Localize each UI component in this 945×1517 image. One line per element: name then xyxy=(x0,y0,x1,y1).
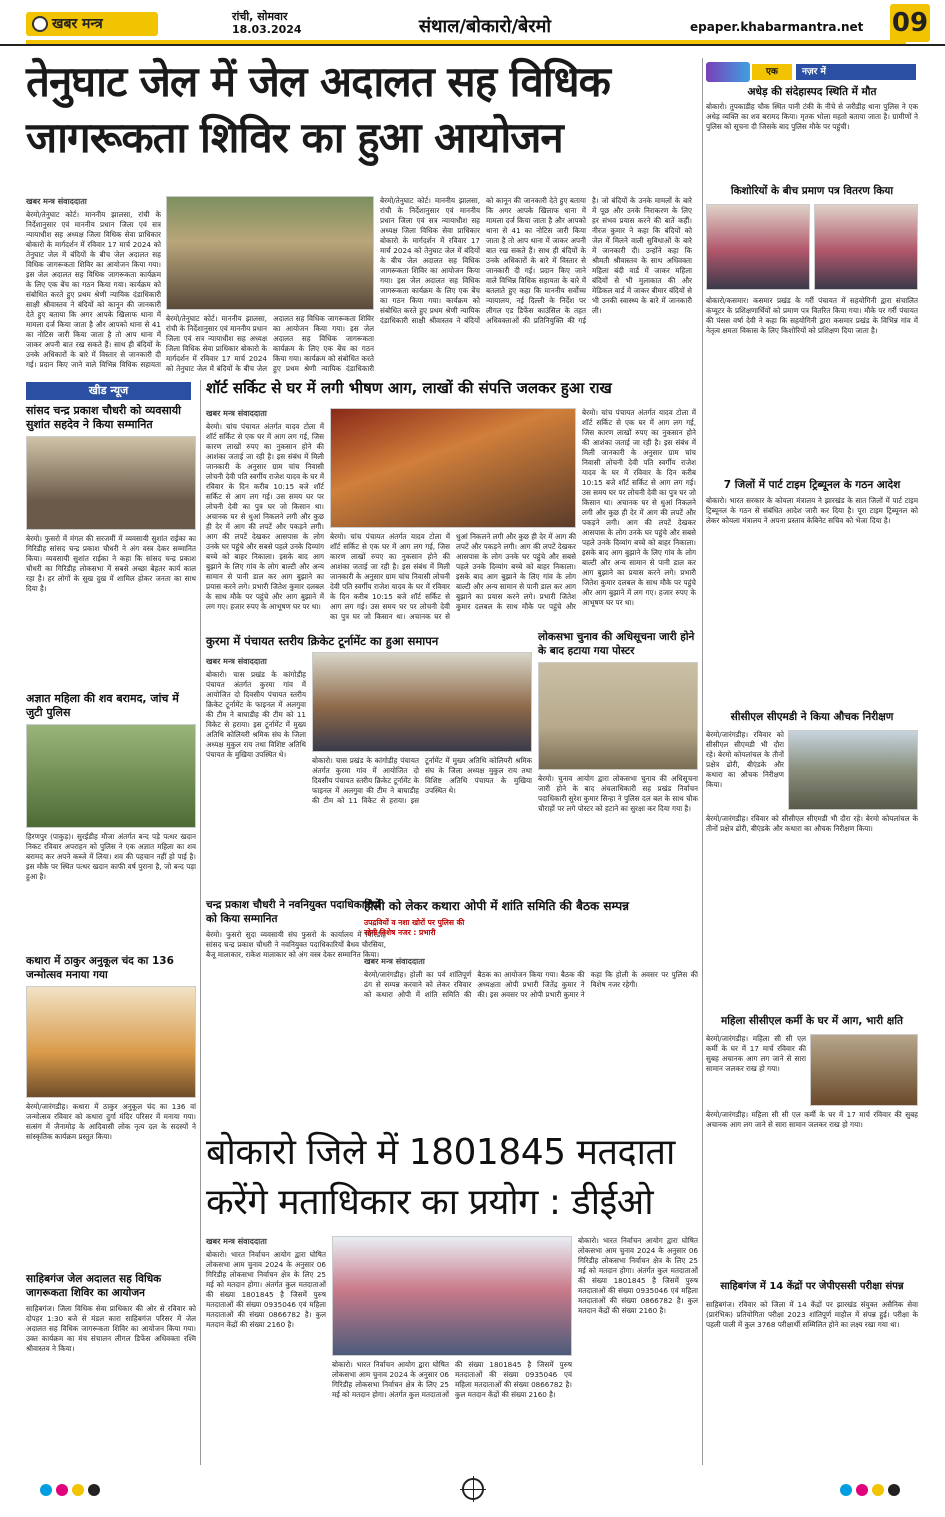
holi-byline: खबर मन्त्र संवाददाता xyxy=(364,957,425,966)
lead-story-col3 xyxy=(380,196,692,374)
lead-text-1: बेरमो/तेनुघाट कोर्ट। माननीय झालसा, रांची के निर्देशानुसार एवं माननीय प्रधान जिला एवं सत्र न्यायाधीश सह अध्यक्ष जिला विधिक सेवा प्राधिकार बोकारो के मार्गदर्शन में रविवार 17 मार्च 2024 को तेनुघाट जेल में बंदियों के बीच जेल अदालत सह विधिक जागरूकता शिविर का आयोजन किया गया। इस जेल अदालत सह विधिक जागरूकता कार्यक्रम के लिए एक बेंच का गठन किया गया। कार्यक्रम को संबोधित करते हुए प्रथम श्रेणी न्यायिक दंडाधिकारी साक्षी श्रीवास्तव ने बंदियों को कानून की जानकारी देते हुए बताया कि अगर आपके खिलाफ थाना में मामला दर्ज किया जाता है और आपको थाना से 41 का नोटिस जारी किया जाता है तो आप थाना में जाकर अपनी बात रख सकते हैं। साथ ही बंदियों के उनके अधिकारों के बारे में विस्तार से जानकारी दी गई। प्रदान किए जाने वाले विभिन्न विधिक सहायता xyxy=(26,210,161,369)
woman-house-text-1: बेरमो/जारंगडीह। महिला सी सी एल कर्मी के घर में 17 मार्च रविवार की सुबह अचानक आग लग जाने से सारा सामान जलकर राख हो गया। xyxy=(706,1034,806,1073)
body-found-headline: अज्ञात महिला की शव बरामद, जांच में जुटी पुलिस xyxy=(26,692,179,719)
masthead xyxy=(0,0,945,46)
fire-photo xyxy=(330,408,576,528)
woman-house-headline: महिला सीसीएल कर्मी के घर में आग, भारी क्षति xyxy=(720,1015,904,1027)
fire-text-3: बेरमो। चांच पंचायत अंतर्गत यादव टोला में शॉर्ट सर्किट से एक घर में आग लग गई, जिस कारण लाखों रुपए का नुकसान होने की आशंका जताई जा रही है। इस संबंध में मिली जानकारी के अनुसार ग्राम चांच निवासी लोचनी देवी पति स्वर्गीय राजेश यादव के घर में रविवार के दिन करीब 10:15 बजे शॉर्ट सर्किट से आग लग गई। उस समय घर पर लोचनी देवी का पुत्र घर जो किसान था। अचानक घर से धुआं निकलने लगी और कुछ ही देर में आग की लपटें और पकड़ने लगी। आग की लपटें देखकर आसपास के लोग उनके घर पहुंचे और सबसे पहले उनके दिव्यांग बच्चे को बाहर निकाला। इसके बाद आग बुझाने के लिए गांव के लोग बाल्टी और अन्य सामान से पानी डाल कर आग बुझाने का प्रयास करने लगे। प्रभारी जितेश कुमार दलबल के साथ मौके पर पहुंचे और आग बुझाने में लग गए। हजार रुपए के आभूषण घर पर था। xyxy=(582,408,696,607)
poster-text: बेरमो। चुनाव आयोग द्वारा लोकसभा चुनाव की अधिसूचना जारी होने के बाद अंचलाधिकारी सह प्रखंड निर्वाचन पदाधिकारी सुरेश कुमार सिन्हा ने पुलिस दल बल के साथ चौक चौराहों पर लगे पोस्टर को हटाने का सुरक्षा कर दिया गया है। xyxy=(538,774,698,813)
column-rule xyxy=(200,380,201,1465)
tribunal-headline: 7 जिलों में पार्ट टाइम ट्रिब्यूनल के गठन आदेश xyxy=(723,479,901,491)
lead-story-col1 xyxy=(26,196,161,374)
body-found-story xyxy=(26,832,196,944)
tribunal-text: बोकारो। भारत सरकार के कोयला मंत्रालय ने झारखंड के सात जिलों में पार्ट टाइम ट्रिब्यूनल के गठन से संबंधित आदेश जारी कर दिया है। पूरा टाइम ट्रिब्यूनल को लेकर कोयला मंत्रालय ने अपना प्रस्ताव केबिनेट सचिव को भेजा दिया है। xyxy=(706,496,918,525)
cricket-byline: खबर मन्त्र संवाददाता xyxy=(206,657,267,666)
saansad-story xyxy=(26,534,196,684)
city-day: रांची, सोमवार xyxy=(232,10,288,23)
ek-nazar-banner xyxy=(706,62,916,82)
tribunal-story xyxy=(706,496,918,702)
body-found-photo xyxy=(26,724,196,828)
brand-icon xyxy=(32,16,48,32)
brand-logo[interactable] xyxy=(26,12,158,36)
saansad-headline: सांसद चन्द्र प्रकाश चौधरी को व्यवसायी सुशांत सहदेव ने किया सम्मानित xyxy=(26,404,181,431)
color-swatch xyxy=(856,1484,868,1496)
nazar-story xyxy=(706,102,918,178)
voters-text-3: बोकारो। भारत निर्वाचन आयोग द्वारा घोषित लोकसभा आम चुनाव 2024 के अनुसार 06 गिरिडीह लोकसभा निर्वाचन क्षेत्र के लिए 25 मई को मतदान होगा। अंतर्गत कुल मतदाताओं की संख्या 1801845 है जिसमें पुरुष मतदाताओं की संख्या 0935046 एवं महिला मतदाताओं की संख्या 0866782 है। कुल मतदान केंद्रों की संख्या 2160 है। xyxy=(578,1236,698,1315)
holi-side-caption: उपद्रवियों व नशा खोरों पर पुलिस की रहेगी विशेष नजर : प्रभारी xyxy=(364,918,465,937)
certificate-photo-2 xyxy=(814,204,918,290)
voters-text-2: बोकारो। भारत निर्वाचन आयोग द्वारा घोषित लोकसभा आम चुनाव 2024 के अनुसार 06 गिरिडीह लोकसभा निर्वाचन क्षेत्र के लिए 25 मई को मतदान होगा। अंतर्गत कुल मतदाताओं की संख्या 1801845 है जिसमें पुरुष मतदाताओं की संख्या 0935046 एवं महिला मतदाताओं की संख्या 0866782 है। कुल मतदान केंद्रों की संख्या 2160 है। xyxy=(332,1360,572,1399)
holi-text: बेरमो/जारंगडीह। होली का पर्व शांतिपूर्ण ढंग से सम्पन्न करवाने को लेकर रविवार को कथारा ओपी में शांति समिति की बैठक का आयोजन किया गया। बैठक की अध्यक्षता ओपी प्रभारी जितेंद्र कुमार ने की। इस अवसर पर ओपी प्रभारी कुमार ने कहा कि होली के अवसर पर पुलिस की विशेष नजर रहेगी। xyxy=(364,970,698,999)
color-swatch xyxy=(56,1484,68,1496)
ccl-text-1: बेरमो/जारंगडीह। रविवार को सीसीएल सीएमडी भी दौरा रहे। बेरमो कोयलांचल के तीनों प्रक्षेत्र ढोरी, बीएंडके और कथारा का औचक निरीक्षण किया। xyxy=(706,730,784,789)
ccl-story-lead xyxy=(706,730,784,810)
cricket-text-2: बोकारो। चास प्रखंड के कांगोडीह पंचायत अंतर्गत कुरमा गांव में आयोजित दो दिवसीय पंचायत स्तरीय क्रिकेट टूर्नामेंट के फाइनल में अलगुवा की टीम ने बाघाडीह की टीम को 11 विकेट से हराया। इस टूर्नामेंट में मुख्य अतिथि कोलियरी श्रमिक संघ के जिला अध्यक्ष मुकुल राय तथा विशिष्ट अतिथि पंचायत के मुखिया उपस्थित थे। xyxy=(312,756,532,805)
cricket-story-col1 xyxy=(206,656,306,892)
exam-headline: साहिबगंज में 14 केंद्रों पर जेपीएससी परीक्षा संपन्न xyxy=(720,1281,904,1292)
ccl-story xyxy=(706,814,918,1008)
sahibganj-jail-headline: साहिबगंज जेल अदालत सह विधिक जागरूकता शिविर का आयोजन xyxy=(26,1273,162,1299)
right-column-rule xyxy=(702,58,703,1465)
exam-story xyxy=(706,1300,918,1464)
fire-story-col1 xyxy=(206,408,324,630)
nazar-text: बोकारो। तुपकाडीह चौक स्थित पानी टंकी के नीचे से जरीडीह थाना पुलिस ने एक अधेड़ व्यक्ति का शव बरामद किया। मृतक भोला महतो बताया जाता है। ग्रामीणों ने पुलिस को सूचना दी जिसके बाद पुलिस मौके पर पहुंची। xyxy=(706,102,918,131)
brand-name: खबर मन्त्र xyxy=(52,16,103,32)
color-swatch xyxy=(40,1484,52,1496)
ccl-photo xyxy=(788,730,918,810)
issue-date: 18.03.2024 xyxy=(232,23,302,36)
certificate-photo-1 xyxy=(706,204,810,290)
poster-story xyxy=(538,774,698,892)
certificate-text: बोकारो/कसमार। कसमार प्रखंड के गर्री पंचायत में सहयोगिनी द्वारा संचालित कंप्यूटर के प्रशिक्षणार्थियों को प्रमाण पत्र वितरित किया गया। मौके पर गर्री पंचायत की पंसस वर्षा देवी ने कहा कि सहयोगिनी द्वारा कसमार प्रखंड के विभिन्न गांव में नेतृत्व क्षमता विकास के लिए किशोरियों को प्रशिक्षण दिया जाता है। xyxy=(706,296,918,335)
padadhikari-headline: चन्द्र प्रकाश चौधरी ने नवनियुक्त पदाधिकारियों को किया सम्मानित xyxy=(206,899,381,925)
saansad-text: बेरमो। फुसरो में मंगल की सरजमीं में व्यवसायी सुशांत राईका का गिरिडीह सांसद चन्द्र प्रकाश चौधरी ने अंग वस्त्र देकर सम्मानित किया। व्यवसायी सुशांत राईका ने कहा कि सांसद चन्द्र प्रकाश चौधरी का गिरिडीह लोकसभा में सबसे अच्छा बेहतर कार्य काल रहा है। हर लोगों के सुख दुख में शामिल होकर जनता का साथ दिया है। xyxy=(26,534,196,593)
padadhikari-story xyxy=(206,930,386,1120)
thakur-text: बेरमो/जारंगडीह। कथारा में ठाकुर अनुकूल चंद का 136 वां जन्मोत्सव रविवार को कथारा दुर्गा मंदिर परिसर में मनाया गया। सत्संग में जैनामोड़ के आदिवासी लोक नृत्य दल के सदस्यों ने सांस्कृतिक कार्यक्रम प्रस्तुत किया। xyxy=(26,1102,196,1141)
thakur-headline: कथारा में ठाकुर अनुकूल चंद का 136 जन्मोत्सव मनाया गया xyxy=(26,955,174,981)
registration-mark-icon xyxy=(462,1478,484,1500)
lead-story-col2 xyxy=(166,314,374,374)
voters-story-col1 xyxy=(206,1236,326,1464)
saansad-photo xyxy=(26,436,196,530)
voters-meeting-photo xyxy=(332,1236,572,1356)
color-swatch xyxy=(888,1484,900,1496)
body-found-text: हिरणपुर (पाकुड़)। सुरईडीह मौजा अंतर्गत बन्द पड़े पत्थर खदान निकट रविवार अपराहन को पुलिस ने एक अज्ञात महिला का शव बरामद कर अपने कब्जे में लिया। शव की पहचान नहीं हो पाई है। इस मौके पर स्थित पत्थर खदान काफी वर्ष पुराना है, जो बन्द पड़ा हुआ है। xyxy=(26,832,196,881)
voters-story-col2 xyxy=(332,1360,572,1464)
padadhikari-text: बेरमो। फुसरो सुदा व्यवसायी संघ फुसरो के कार्यालय में गिरिडीह सांसद चन्द्र प्रकाश चौधरी ने नवनियुक्त पदाधिकारियों बैधव चौरसिया, बैजू मालाकार, राकेश मालाकार को अंग वस्त्र देकर सम्मानित किया। xyxy=(206,930,386,959)
jail-camp-photo xyxy=(166,196,374,310)
woman-house-photo xyxy=(810,1034,918,1106)
poster-headline: लोकसभा चुनाव की अधिसूचना जारी होने के बाद हटाया गया पोस्टर xyxy=(538,631,695,657)
woman-house-story xyxy=(706,1110,918,1274)
cricket-headline: कुरमा में पंचायत स्तरीय क्रिकेट टूर्नामेंट का हुआ समापन xyxy=(206,634,439,648)
nazar-headline: अधेड़ की संदेहास्पद स्थिति में मौत xyxy=(747,86,877,98)
nazar-logo-icon xyxy=(706,62,750,82)
nazar-label-one: एक xyxy=(752,64,792,80)
cricket-text-1: बोकारो। चास प्रखंड के कांगोडीह पंचायत अंतर्गत कुरमा गांव में आयोजित दो दिवसीय पंचायत स्तरीय क्रिकेट टूर्नामेंट के फाइनल में अलगुवा की टीम ने बाघाडीह की टीम को 11 विकेट से हराया। इस टूर्नामेंट में मुख्य अतिथि कोलियरी श्रमिक संघ के जिला अध्यक्ष मुकुल राय तथा विशिष्ट अतिथि पंचायत के मुखिया उपस्थित थे। xyxy=(206,670,306,759)
voters-headline: बोकारो जिले में 1801845 मतदाता करेंगे मताधिकार का प्रयोग : डीईओ xyxy=(206,1132,675,1223)
voters-text-1: बोकारो। भारत निर्वाचन आयोग द्वारा घोषित लोकसभा आम चुनाव 2024 के अनुसार 06 गिरिडीह लोकसभा निर्वाचन क्षेत्र के लिए 25 मई को मतदान होगा। अंतर्गत कुल मतदाताओं की संख्या 1801845 है जिसमें पुरुष मतदाताओं की संख्या 0935046 एवं महिला मतदाताओं की संख्या 0866782 है। कुल मतदान केंद्रों की संख्या 2160 है। xyxy=(206,1250,326,1329)
color-swatch xyxy=(72,1484,84,1496)
fire-story-col3 xyxy=(582,408,696,630)
print-footer xyxy=(0,1470,945,1510)
sahibganj-jail-story xyxy=(26,1304,196,1464)
thakur-story xyxy=(26,1102,196,1264)
fire-text-2: बेरमो। चांच पंचायत अंतर्गत यादव टोला में शॉर्ट सर्किट से एक घर में आग लग गई, जिस कारण लाखों रुपए का नुकसान होने की आशंका जताई जा रही है। इस संबंध में मिली जानकारी के अनुसार ग्राम चांच निवासी लोचनी देवी पति स्वर्गीय राजेश यादव के घर में रविवार के दिन करीब 10:15 बजे शॉर्ट सर्किट से आग लग गई। उस समय घर पर लोचनी देवी का पुत्र घर जो किसान था। अचानक घर से धुआं निकलने लगी और कुछ ही देर में आग की लपटें और पकड़ने लगी। आग की लपटें देखकर आसपास के लोग उनके घर पहुंचे और सबसे पहले उनके दिव्यांग बच्चे को बाहर निकाला। इसके बाद आग बुझाने के लिए गांव के लोग बाल्टी और अन्य सामान से पानी डाल कर आग बुझाने का प्रयास करने लगे। प्रभारी जितेश कुमार दलबल के साथ मौके पर पहुंचे और xyxy=(330,532,576,621)
woman-house-lead xyxy=(706,1034,806,1106)
header-stripe xyxy=(26,40,906,44)
lead-text-3: बेरमो/तेनुघाट कोर्ट। माननीय झालसा, रांची के निर्देशानुसार एवं माननीय प्रधान जिला एवं सत्र न्यायाधीश सह अध्यक्ष जिला विधिक सेवा प्राधिकार बोकारो के मार्गदर्शन में रविवार 17 मार्च 2024 को तेनुघाट जेल में बंदियों के बीच जेल अदालत सह विधिक जागरूकता शिविर का आयोजन किया गया। इस जेल अदालत सह विधिक जागरूकता कार्यक्रम के लिए एक बेंच का गठन किया गया। कार्यक्रम को संबोधित करते हुए प्रथम श्रेणी न्यायिक दंडाधिकारी साक्षी श्रीवास्तव ने बंदियों को कानून की जानकारी देते हुए बताया कि अगर आपके खिलाफ थाना में मामला दर्ज किया जाता है और आपको थाना से 41 का नोटिस जारी किया जाता है तो आप थाना में जाकर अपनी बात रख सकते हैं। साथ ही बंदियों के उनके अधिकारों के बारे में विस्तार से जानकारी दी गई। प्रदान किए जाने वाले विभिन्न विधिक सहायता के बारे में बतलाते हुए कहा कि माननीय सर्वोच्च न्यायालय, नई दिल्ली के निर्देश पर लीगल एड डिफेंस काउंसिल के तहत अधिवक्ताओं की प्रतिनियुक्ति की गई है। जो बंदियों के उनके मामलों के बारे में पूछ और उनके निराकरण के लिए हर संभव प्रयास करने की बातें कहीं। नीरज कुमार ने कहा कि बंदियों को जेल में मिलने वाली सुविधाओं के बारे में जानकारी दी। उन्होंने कहा कि श्रीमती श्रीवास्तव के साथ अधिवक्ता महिला बंदी वार्ड में जाकर महिला बंदियों से भी मुलाकात की और मेडिकल वार्ड में जाकर बीमार बंदियों से भी उनकी स्वास्थ्य के बारे में जानकारी ली। xyxy=(380,196,692,325)
dateline xyxy=(232,10,302,36)
sahibganj-jail-text: साहिबगंज। जिला विधिक सेवा प्राधिकार की ओर से रविवार को दोपहर 1:30 बजे से मंडल कारा साहिबगंज परिसर में जेल अदालत सह विधिक जागरूकता शिविर का आयोजन किया गया। उक्त कार्यक्रम का मंच संचालन लीगल डिफेंस अधिवक्ता रश्मि श्रीवास्तव ने किया। xyxy=(26,1304,196,1353)
color-swatch xyxy=(872,1484,884,1496)
ccl-text-2: बेरमो/जारंगडीह। रविवार को सीसीएल सीएमडी भी दौरा रहे। बेरमो कोयलांचल के तीनों प्रक्षेत्र ढोरी, बीएंडके और कथारा का औचक निरीक्षण किया। xyxy=(706,814,918,833)
certificate-story xyxy=(706,296,918,472)
holi-headline: होली को लेकर कथारा ओपी में शांति समिति की बैठक सम्पन्न xyxy=(364,899,629,913)
thakur-photo xyxy=(26,986,196,1098)
fire-headline: शॉर्ट सर्किट से घर में लगी भीषण आग, लाखों की संपत्ति जलकर हुआ राख xyxy=(206,379,612,397)
color-swatch xyxy=(840,1484,852,1496)
website-link[interactable]: epaper.khabarmantra.net xyxy=(690,20,864,34)
woman-house-text-2: बेरमो/जारंगडीह। महिला सी सी एल कर्मी के घर में 17 मार्च रविवार की सुबह अचानक आग लग जाने से सारा सामान जलकर राख हो गया। xyxy=(706,1110,918,1129)
news-tag: खीड न्यूज xyxy=(26,382,191,400)
lead-text-2: बेरमो/तेनुघाट कोर्ट। माननीय झालसा, रांची के निर्देशानुसार एवं माननीय प्रधान जिला एवं सत्र न्यायाधीश सह अध्यक्ष जिला विधिक सेवा प्राधिकार बोकारो के मार्गदर्शन में रविवार 17 मार्च 2024 को तेनुघाट जेल में बंदियों के बीच जेल अदालत सह विधिक जागरूकता शिविर का आयोजन किया गया। इस जेल अदालत सह विधिक जागरूकता कार्यक्रम के लिए एक बेंच का गठन किया गया। कार्यक्रम को संबोधित करते हुए प्रथम श्रेणी न्यायिक दंडाधिकारी xyxy=(166,314,374,373)
fire-story-col2 xyxy=(330,532,576,630)
poster-photo xyxy=(538,662,698,770)
color-swatch xyxy=(88,1484,100,1496)
voters-story-col3 xyxy=(578,1236,698,1464)
lead-byline: खबर मन्त्र संवाददाता xyxy=(26,197,87,206)
section-title: संथाल/बोकारो/बेरमो xyxy=(418,16,552,37)
fire-text-1: बेरमो। चांच पंचायत अंतर्गत यादव टोला में शॉर्ट सर्किट से एक घर में आग लग गई, जिस कारण लाखों रुपए का नुकसान होने की आशंका जताई जा रही है। इस संबंध में मिली जानकारी के अनुसार ग्राम चांच निवासी लोचनी देवी पति स्वर्गीय राजेश यादव के घर में रविवार के दिन करीब 10:15 बजे शॉर्ट सर्किट से आग लग गई। उस समय घर पर लोचनी देवी का पुत्र घर जो किसान था। अचानक घर से धुआं निकलने लगी और कुछ ही देर में आग की लपटें और पकड़ने लगी। आग की लपटें देखकर आसपास के लोग उनके घर पहुंचे और सबसे पहले उनके दिव्यांग बच्चे को बाहर निकाला। इसके बाद आग बुझाने के लिए गांव के लोग बाल्टी और अन्य सामान से पानी डाल कर आग बुझाने का प्रयास करने लगे। प्रभारी जितेश कुमार दलबल के साथ मौके पर पहुंचे और आग बुझाने में लग गए। हजार रुपए के आभूषण घर पर था। xyxy=(206,422,324,611)
certificate-headline: किशोरियों के बीच प्रमाण पत्र वितरण किया xyxy=(730,185,894,197)
voters-byline: खबर मन्त्र संवाददाता xyxy=(206,1237,267,1246)
ccl-headline: सीसीएल सीएमडी ने किया औचक निरीक्षण xyxy=(730,711,894,723)
nazar-label-two: नज़र में xyxy=(796,64,916,80)
cricket-story-col2 xyxy=(312,756,532,892)
cricket-photo xyxy=(312,652,532,752)
page-number: 09 xyxy=(890,4,930,42)
lead-headline: तेनुघाट जेल में जेल अदालत सह विधिक जागरूकता शिविर का हुआ आयोजन xyxy=(26,57,610,162)
fire-byline: खबर मन्त्र संवाददाता xyxy=(206,409,267,418)
exam-text: साहिबगंज। रविवार को जिला में 14 केंद्रों पर झारखंड संयुक्त असैनिक सेवा (प्रारंभिक) प्रतियोगिता परीक्षा 2023 शांतिपूर्ण माहौल में संपन्न हुई। परीक्षा के पहली पाली में कुल 3768 परीक्षार्थी सम्मिलित होने का लक्ष्य रखा गया था। xyxy=(706,1300,918,1329)
holi-story xyxy=(364,956,698,1122)
